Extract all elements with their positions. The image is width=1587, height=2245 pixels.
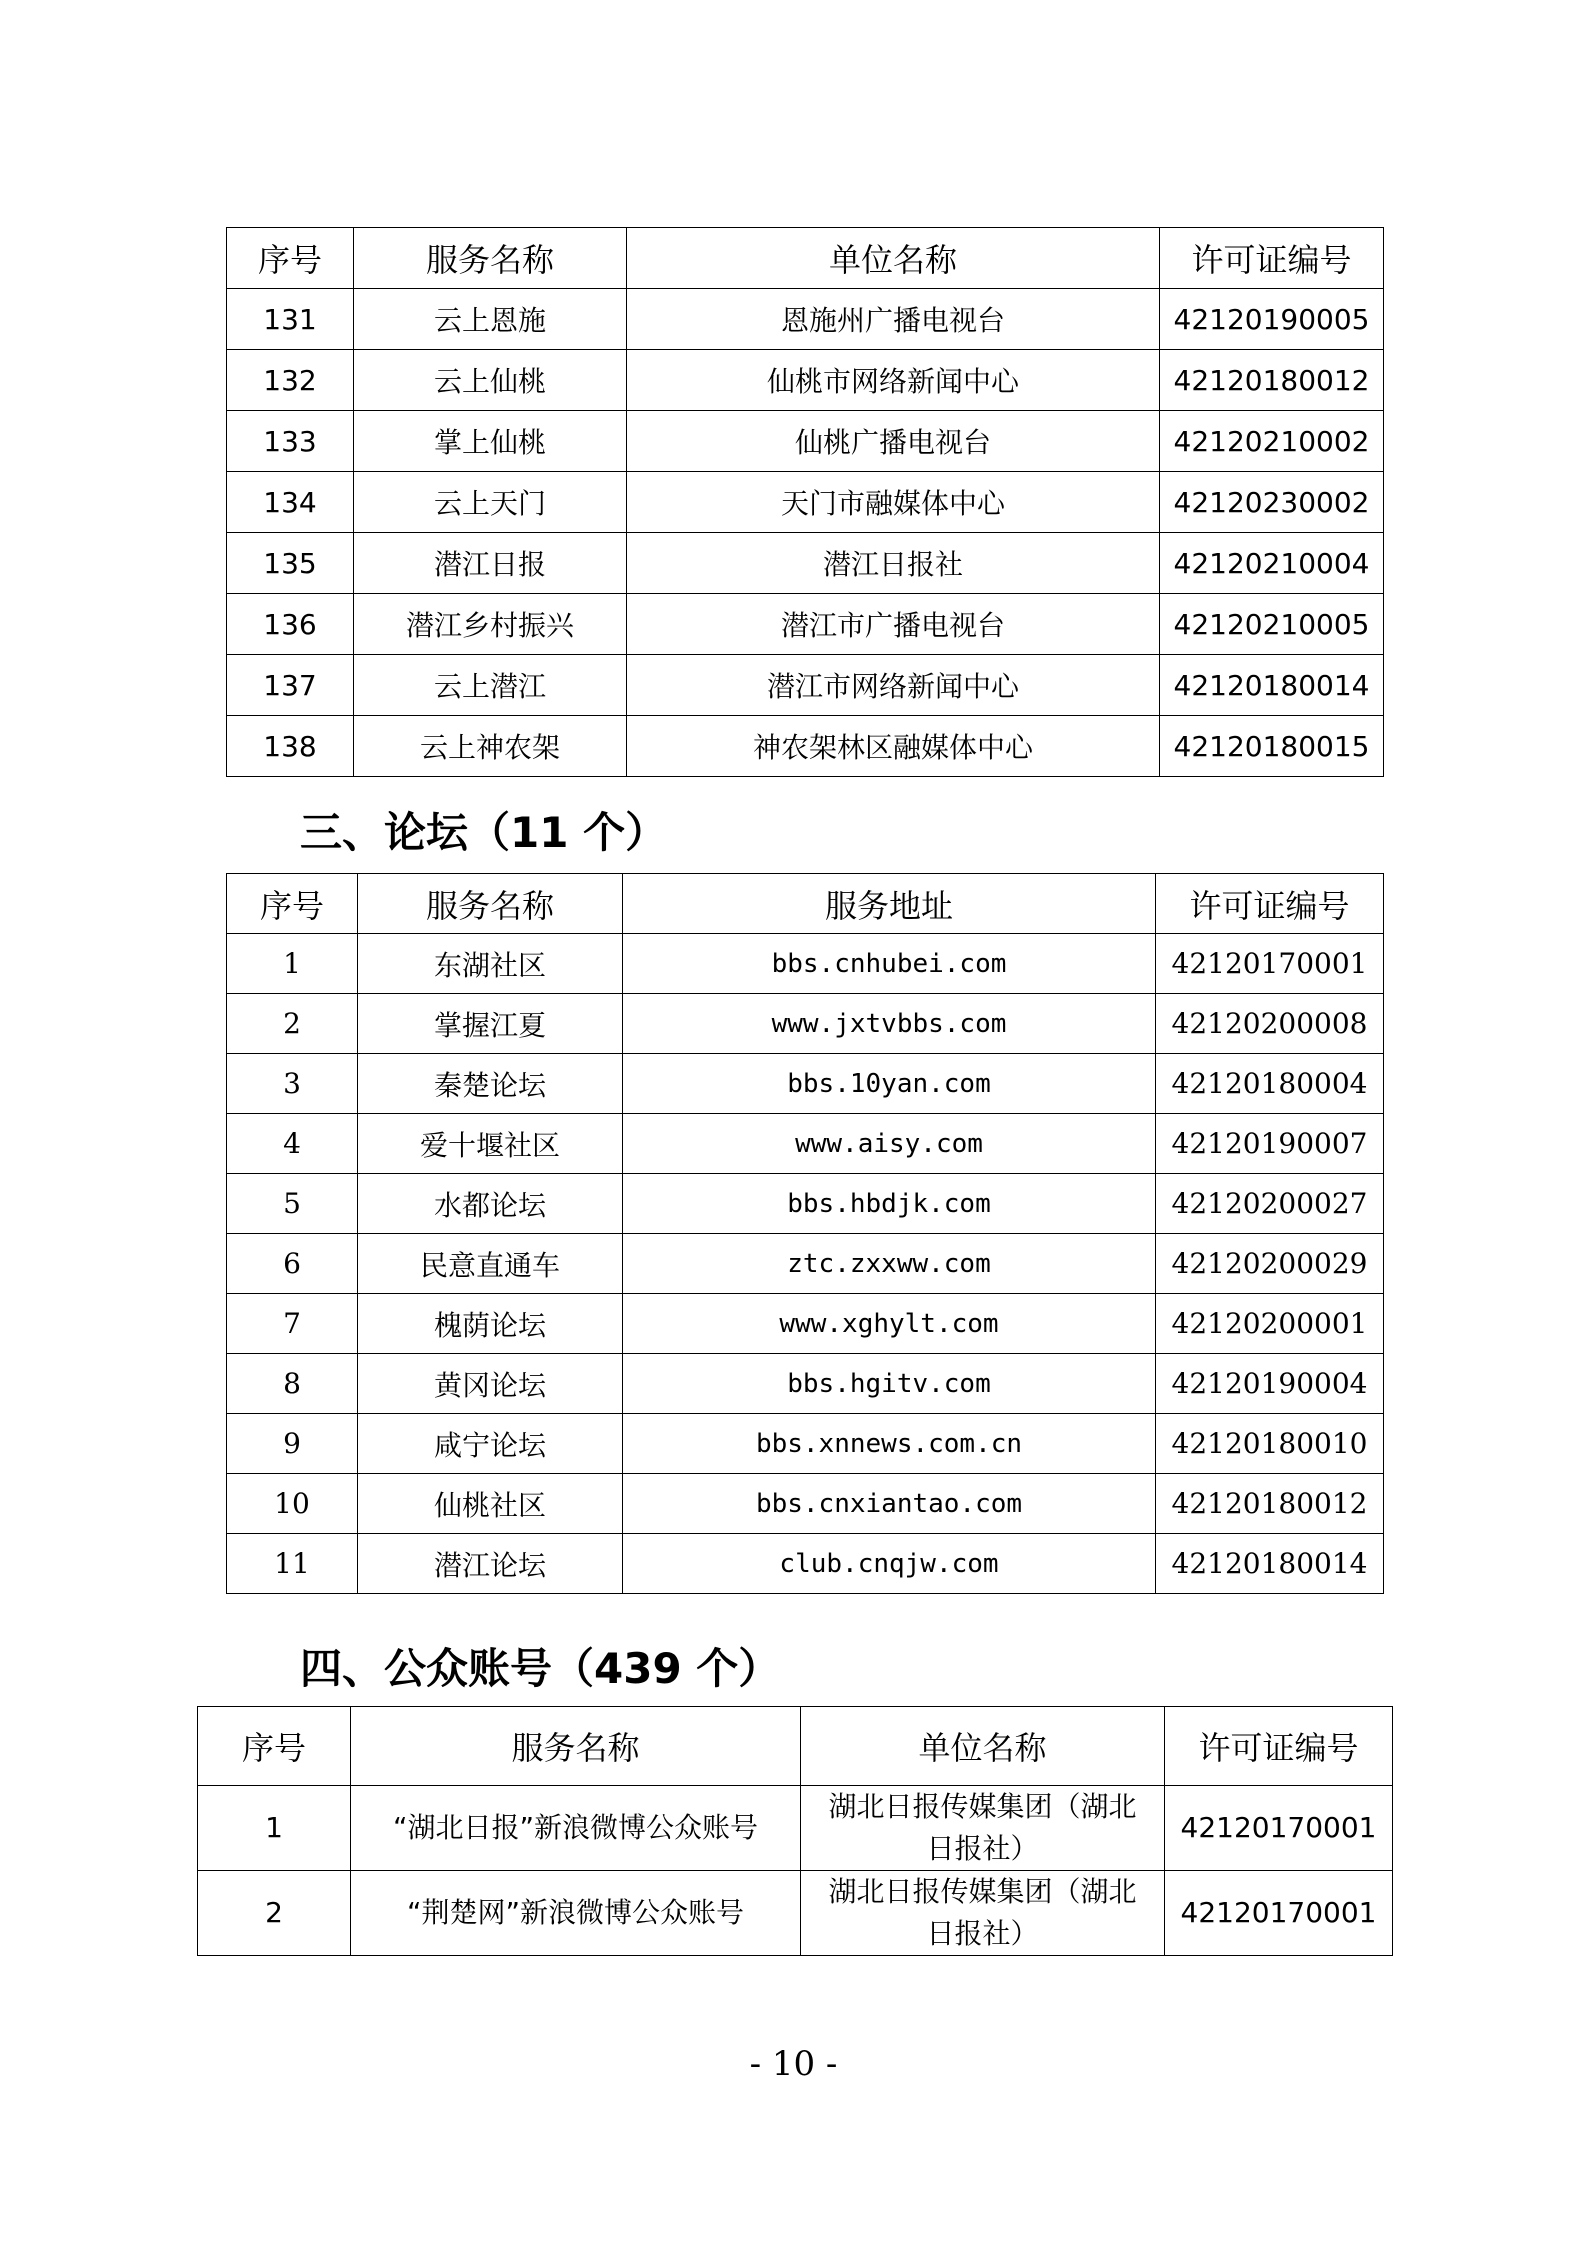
table-row	[227, 1174, 1384, 1234]
table-header-row	[227, 228, 1384, 289]
table-header-row	[227, 874, 1384, 934]
cell-unit-name: 恩施州广播电视台	[627, 289, 1160, 350]
cell-index: 2	[227, 994, 358, 1054]
cell-unit-name: 潜江市网络新闻中心	[627, 655, 1160, 716]
forum-table	[226, 873, 1384, 1594]
cell-index: 10	[227, 1474, 358, 1534]
page-number: - 10 -	[749, 2044, 838, 2084]
table-row	[227, 1414, 1384, 1474]
cell-license-no: 42120180010	[1156, 1414, 1384, 1474]
cell-service-address: bbs.xnnews.com.cn	[623, 1414, 1156, 1474]
cell-service-name: 云上神农架	[354, 716, 627, 777]
col-header-unit-name: 单位名称	[801, 1707, 1165, 1786]
cell-service-address: bbs.cnhubei.com	[623, 934, 1156, 994]
table-row	[227, 594, 1384, 655]
cell-index: 138	[227, 716, 354, 777]
cell-license-no: 42120170001	[1165, 1871, 1393, 1956]
cell-service-name: “荆楚网”新浪微博公众账号	[351, 1871, 801, 1956]
cell-service-name: 云上潜江	[354, 655, 627, 716]
table-row	[227, 1474, 1384, 1534]
cell-license-no: 42120210005	[1160, 594, 1384, 655]
table-row	[227, 533, 1384, 594]
cell-service-address: www.aisy.com	[623, 1114, 1156, 1174]
cell-unit-name: 仙桃广播电视台	[627, 411, 1160, 472]
cell-index: 1	[227, 934, 358, 994]
cell-unit-name: 仙桃市网络新闻中心	[627, 350, 1160, 411]
cell-index: 136	[227, 594, 354, 655]
cell-service-name: 黄冈论坛	[358, 1354, 623, 1414]
cell-service-name: 云上仙桃	[354, 350, 627, 411]
cell-license-no: 42120170001	[1156, 934, 1384, 994]
col-header-license-no: 许可证编号	[1160, 228, 1384, 289]
cell-license-no: 42120210002	[1160, 411, 1384, 472]
cell-index: 131	[227, 289, 354, 350]
cell-license-no: 42120180012	[1156, 1474, 1384, 1534]
cell-license-no: 42120200001	[1156, 1294, 1384, 1354]
cell-index: 1	[198, 1786, 351, 1871]
cell-index: 132	[227, 350, 354, 411]
cell-service-name: 云上天门	[354, 472, 627, 533]
cell-license-no: 42120200027	[1156, 1174, 1384, 1234]
cell-service-name: 掌上仙桃	[354, 411, 627, 472]
cell-service-name: 东湖社区	[358, 934, 623, 994]
cell-service-address: club.cnqjw.com	[623, 1534, 1156, 1594]
table-row	[227, 1354, 1384, 1414]
cell-index: 134	[227, 472, 354, 533]
cell-service-address: ztc.zxxww.com	[623, 1234, 1156, 1294]
cell-index: 133	[227, 411, 354, 472]
table-row	[198, 1786, 1393, 1871]
col-header-service-name: 服务名称	[358, 874, 623, 934]
cell-service-address: bbs.cnxiantao.com	[623, 1474, 1156, 1534]
col-header-index: 序号	[227, 228, 354, 289]
cell-index: 8	[227, 1354, 358, 1414]
cell-index: 4	[227, 1114, 358, 1174]
table-row	[227, 289, 1384, 350]
cell-service-name: 仙桃社区	[358, 1474, 623, 1534]
cell-index: 11	[227, 1534, 358, 1594]
cell-license-no: 42120200008	[1156, 994, 1384, 1054]
table-header-row	[198, 1707, 1393, 1786]
cell-index: 3	[227, 1054, 358, 1114]
cell-unit-name: 潜江日报社	[627, 533, 1160, 594]
cell-index: 6	[227, 1234, 358, 1294]
cell-index: 5	[227, 1174, 358, 1234]
table-row	[227, 1534, 1384, 1594]
cell-service-name: 水都论坛	[358, 1174, 623, 1234]
cell-unit-name: 天门市融媒体中心	[627, 472, 1160, 533]
col-header-license-no: 许可证编号	[1156, 874, 1384, 934]
cell-index: 2	[198, 1871, 351, 1956]
col-header-service-address: 服务地址	[623, 874, 1156, 934]
col-header-index: 序号	[227, 874, 358, 934]
cell-service-name: 掌握江夏	[358, 994, 623, 1054]
cell-license-no: 42120190004	[1156, 1354, 1384, 1414]
cell-service-name: 槐荫论坛	[358, 1294, 623, 1354]
table-row	[227, 1234, 1384, 1294]
cell-license-no: 42120200029	[1156, 1234, 1384, 1294]
cell-index: 135	[227, 533, 354, 594]
col-header-license-no: 许可证编号	[1165, 1707, 1393, 1786]
col-header-index: 序号	[198, 1707, 351, 1786]
cell-service-name: 民意直通车	[358, 1234, 623, 1294]
cell-license-no: 42120180012	[1160, 350, 1384, 411]
cell-service-name: 潜江乡村振兴	[354, 594, 627, 655]
col-header-service-name: 服务名称	[354, 228, 627, 289]
cell-service-name: 潜江日报	[354, 533, 627, 594]
table-row	[227, 1294, 1384, 1354]
table-row	[198, 1871, 1393, 1956]
table-row	[227, 1114, 1384, 1174]
cell-unit-name: 湖北日报传媒集团（湖北日报社）	[801, 1871, 1165, 1956]
cell-license-no: 42120190005	[1160, 289, 1384, 350]
cell-index: 137	[227, 655, 354, 716]
cell-license-no: 42120180014	[1156, 1534, 1384, 1594]
table-row	[227, 655, 1384, 716]
cell-service-name: “湖北日报”新浪微博公众账号	[351, 1786, 801, 1871]
cell-service-name: 爱十堰社区	[358, 1114, 623, 1174]
public-account-table	[197, 1706, 1393, 1956]
table-row	[227, 472, 1384, 533]
cell-service-address: www.jxtvbbs.com	[623, 994, 1156, 1054]
col-header-unit-name: 单位名称	[627, 228, 1160, 289]
cell-service-name: 潜江论坛	[358, 1534, 623, 1594]
cell-service-name: 秦楚论坛	[358, 1054, 623, 1114]
cell-unit-name: 神农架林区融媒体中心	[627, 716, 1160, 777]
cell-license-no: 42120180014	[1160, 655, 1384, 716]
cell-service-name: 云上恩施	[354, 289, 627, 350]
section-heading-public-accounts: 四、公众账号（439 个）	[300, 1644, 781, 1693]
cell-index: 7	[227, 1294, 358, 1354]
cell-license-no: 42120190007	[1156, 1114, 1384, 1174]
table-row	[227, 411, 1384, 472]
table-row	[227, 1054, 1384, 1114]
cell-service-name: 咸宁论坛	[358, 1414, 623, 1474]
cell-license-no: 42120180004	[1156, 1054, 1384, 1114]
cell-license-no: 42120170001	[1165, 1786, 1393, 1871]
table-row	[227, 350, 1384, 411]
cell-service-address: bbs.10yan.com	[623, 1054, 1156, 1114]
cell-service-address: www.xghylt.com	[623, 1294, 1156, 1354]
cell-license-no: 42120210004	[1160, 533, 1384, 594]
cell-index: 9	[227, 1414, 358, 1474]
cell-unit-name: 潜江市广播电视台	[627, 594, 1160, 655]
cell-license-no: 42120230002	[1160, 472, 1384, 533]
col-header-service-name: 服务名称	[351, 1707, 801, 1786]
section-heading-forums: 三、论坛（11 个）	[300, 808, 668, 857]
cell-license-no: 42120180015	[1160, 716, 1384, 777]
cell-service-address: bbs.hgitv.com	[623, 1354, 1156, 1414]
cell-service-address: bbs.hbdjk.com	[623, 1174, 1156, 1234]
table-row	[227, 934, 1384, 994]
table-row	[227, 716, 1384, 777]
app-table-continued	[226, 227, 1384, 777]
cell-unit-name: 湖北日报传媒集团（湖北日报社）	[801, 1786, 1165, 1871]
table-row	[227, 994, 1384, 1054]
